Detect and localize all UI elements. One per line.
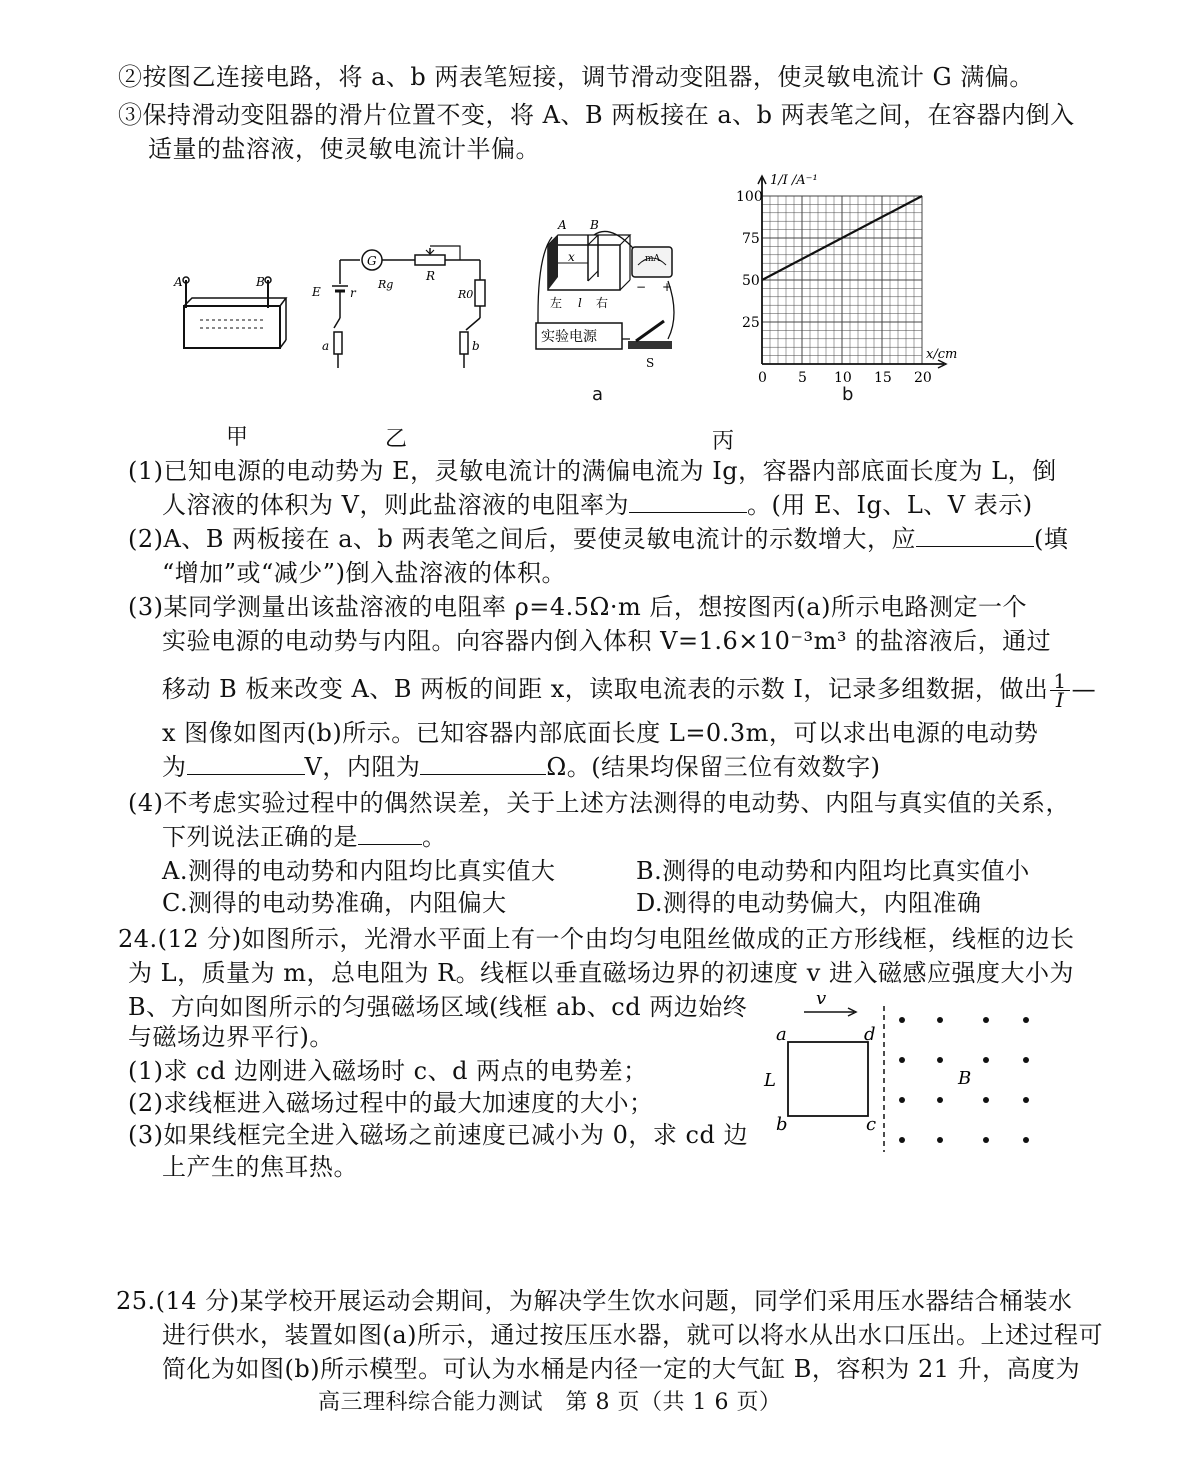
corner-c: c — [866, 1114, 877, 1135]
x-tick-label: 20 — [914, 370, 932, 386]
caption-jia: 甲 — [226, 425, 249, 450]
figure-jia-container — [170, 270, 290, 360]
bing-label-B: B — [590, 218, 599, 232]
yi-label-r: r — [350, 286, 356, 300]
x-tick-label: 10 — [834, 370, 852, 386]
yi-label-b: b — [472, 339, 480, 353]
page-footer: 高三理科综合能力测试 第 8 页（共 1 6 页） — [318, 1390, 782, 1415]
q23-part4-line2: 下列说法正确的是 。 — [162, 823, 447, 851]
field-dot — [937, 1097, 943, 1103]
step-3-text-line2: 适量的盐溶液，使灵敏电流计半偏。 — [148, 135, 540, 163]
figure-bing-b-chart — [736, 168, 958, 390]
q24-line2: 为 L，质量为 m，总电阻为 R。线框以垂直磁场边界的初速度 v 进入磁感应强度大小为 — [128, 959, 1074, 987]
field-B: B — [958, 1068, 972, 1089]
answer-blank-choice — [358, 822, 422, 845]
option-d: D.测得的电动势偏大，内阻准确 — [636, 889, 982, 917]
y-axis-label: 1/I /A⁻¹ — [770, 173, 818, 188]
field-dot — [899, 1057, 905, 1063]
field-dot — [983, 1057, 989, 1063]
bing-label-x: x — [568, 250, 575, 264]
q24-line1: 24.(12 分)如图所示，光滑水平面上有一个由均匀电阻丝做成的正方形线框，线框的边长 — [118, 925, 1075, 953]
option-a: A.测得的电动势和内阻均比真实值大 — [162, 857, 556, 885]
q23-part3-line2: 实验电源的电动势与内阻。向容器内倒入体积 V=1.6×10⁻³m³ 的盐溶液后，通过 — [162, 627, 1052, 655]
q23-part1-line1: (1)已知电源的电动势为 E，灵敏电流计的满偏电流为 Ig，容器内部底面长度为 L，倒 — [128, 457, 1057, 485]
field-dot — [1023, 1137, 1029, 1143]
q25-line3: 简化为如图(b)所示模型。可认为水桶是内径一定的大气缸 B，容积为 21 升，高度为 — [162, 1355, 1081, 1383]
corner-d: d — [864, 1024, 876, 1045]
x-tick-label: 0 — [758, 370, 767, 386]
bing-label-left: 左 — [550, 296, 563, 310]
answer-blank-internal-resistance — [420, 752, 546, 775]
bing-label-l: l — [578, 296, 582, 310]
y-tick-label: 50 — [742, 273, 760, 289]
option-c: C.测得的电动势准确，内阻偏大 — [162, 889, 507, 917]
q24-sub1: (1)求 cd 边刚进入磁场时 c、d 两点的电势差； — [128, 1057, 648, 1085]
yi-label-G: G — [367, 254, 377, 268]
field-dot — [1023, 1017, 1029, 1023]
corner-b: b — [776, 1114, 788, 1135]
corner-a: a — [776, 1024, 787, 1045]
q23-part4-line1: (4)不考虑实验过程中的偶然误差，关于上述方法测得的电动势、内阻与真实值的关系， — [128, 789, 1070, 817]
x-tick-label: 15 — [874, 370, 892, 386]
q23-part1-line2: 人溶液的体积为 V，则此盐溶液的电阻率为 。(用 E、Ig、L、V 表示) — [162, 491, 1033, 519]
field-dot — [899, 1137, 905, 1143]
answer-blank-emf — [187, 752, 305, 775]
bing-meter-label: mA — [645, 254, 661, 264]
field-dot — [937, 1057, 943, 1063]
caption-yi: 乙 — [385, 427, 408, 452]
y-tick-label: 25 — [742, 315, 760, 331]
q25-line2: 进行供水，装置如图(a)所示，通过按压压水器，就可以将水从出水口压出。上述过程可 — [162, 1321, 1104, 1349]
q23-part3-line5: 为 V，内阻为 Ω。(结果均保留三位有效数字) — [162, 753, 881, 781]
field-dot — [983, 1017, 989, 1023]
q24-sub2: (2)求线框进入磁场过程中的最大加速度的大小； — [128, 1089, 654, 1117]
answer-blank-volume — [916, 524, 1034, 547]
x-tick-label: 5 — [798, 370, 807, 386]
figure-q24-coil-field — [758, 984, 1038, 1160]
velocity-label: v — [816, 988, 827, 1009]
bing-meter-plus: + — [662, 280, 673, 294]
jia-label-B: B — [256, 275, 265, 289]
bing-switch-label: S — [646, 356, 655, 370]
field-dot — [937, 1137, 943, 1143]
y-tick-label: 100 — [736, 189, 763, 205]
side-L: L — [764, 1070, 776, 1091]
yi-label-a: a — [322, 339, 330, 353]
yi-label-E: E — [312, 285, 321, 299]
x-axis-label: x/cm — [926, 347, 958, 362]
q24-sub3-line2: 上产生的焦耳热。 — [162, 1153, 358, 1181]
q24-sub3-line1: (3)如果线框完全进入磁场之前速度已减小为 0，求 cd 边 — [128, 1121, 748, 1149]
field-dot — [1023, 1097, 1029, 1103]
option-b: B.测得的电动势和内阻均比真实值小 — [636, 857, 1030, 885]
q23-part2-line2: “增加”或“减少”)倒入盐溶液的体积。 — [162, 559, 566, 587]
bing-source-label: 实验电源 — [541, 329, 597, 345]
figure-yi-circuit — [300, 240, 500, 380]
bing-meter-minus: − — [636, 280, 647, 294]
field-dot — [983, 1097, 989, 1103]
field-dot — [983, 1137, 989, 1143]
field-dot — [899, 1097, 905, 1103]
q23-part3-line3: 移动 B 板来改变 A、B 两板的间距 x，读取电流表的示数 I，记录多组数据，做出 $\frac{1}{I}$ — — [162, 669, 1097, 712]
q23-part3-line4: x 图像如图丙(b)所示。已知容器内部底面长度 L=0.3m，可以求出电源的电动势 — [162, 719, 1039, 747]
caption-bing: 丙 — [712, 429, 735, 454]
fraction-one-over-I: $\frac{1}{I}$ — [1050, 672, 1069, 709]
figure-bing-a-apparatus — [528, 215, 688, 375]
q25-line1: 25.(14 分)某学校开展运动会期间，为解决学生饮水问题，同学们采用压水器结合桶装水 — [116, 1287, 1073, 1315]
field-dot — [899, 1017, 905, 1023]
q23-part3-line1: (3)某同学测量出该盐溶液的电阻率 ρ=4.5Ω·m 后，想按图丙(a)所示电路测定一个 — [128, 593, 1027, 621]
yi-label-R: R — [426, 269, 436, 283]
yi-label-R0: R0 — [458, 288, 474, 301]
bing-sub-b: b — [842, 384, 854, 405]
bing-label-A: A — [558, 218, 567, 232]
q23-part2-line1: (2)A、B 两板接在 a、b 两表笔之间后，要使灵敏电流计的示数增大，应 (填 — [128, 525, 1069, 553]
q24-line4: 与磁场边界平行)。 — [128, 1023, 334, 1051]
step-3-text-line1: ③保持滑动变阻器的滑片位置不变，将 A、B 两板接在 a、b 两表笔之间，在容器内倒入 — [118, 101, 1075, 129]
answer-blank-resistivity — [629, 490, 747, 513]
field-dot — [937, 1017, 943, 1023]
field-dot — [1023, 1057, 1029, 1063]
bing-sub-a: a — [592, 384, 604, 405]
bing-label-right: 右 — [596, 296, 609, 310]
jia-label-A: A — [174, 275, 183, 289]
yi-label-Rg: Rg — [378, 278, 394, 291]
step-2-text: ②按图乙连接电路，将 a、b 两表笔短接，调节滑动变阻器，使灵敏电流计 G 满偏。 — [118, 63, 1034, 91]
y-tick-label: 75 — [742, 231, 760, 247]
q24-line3: B、方向如图所示的匀强磁场区域(线框 ab、cd 两边始终 — [128, 993, 748, 1021]
